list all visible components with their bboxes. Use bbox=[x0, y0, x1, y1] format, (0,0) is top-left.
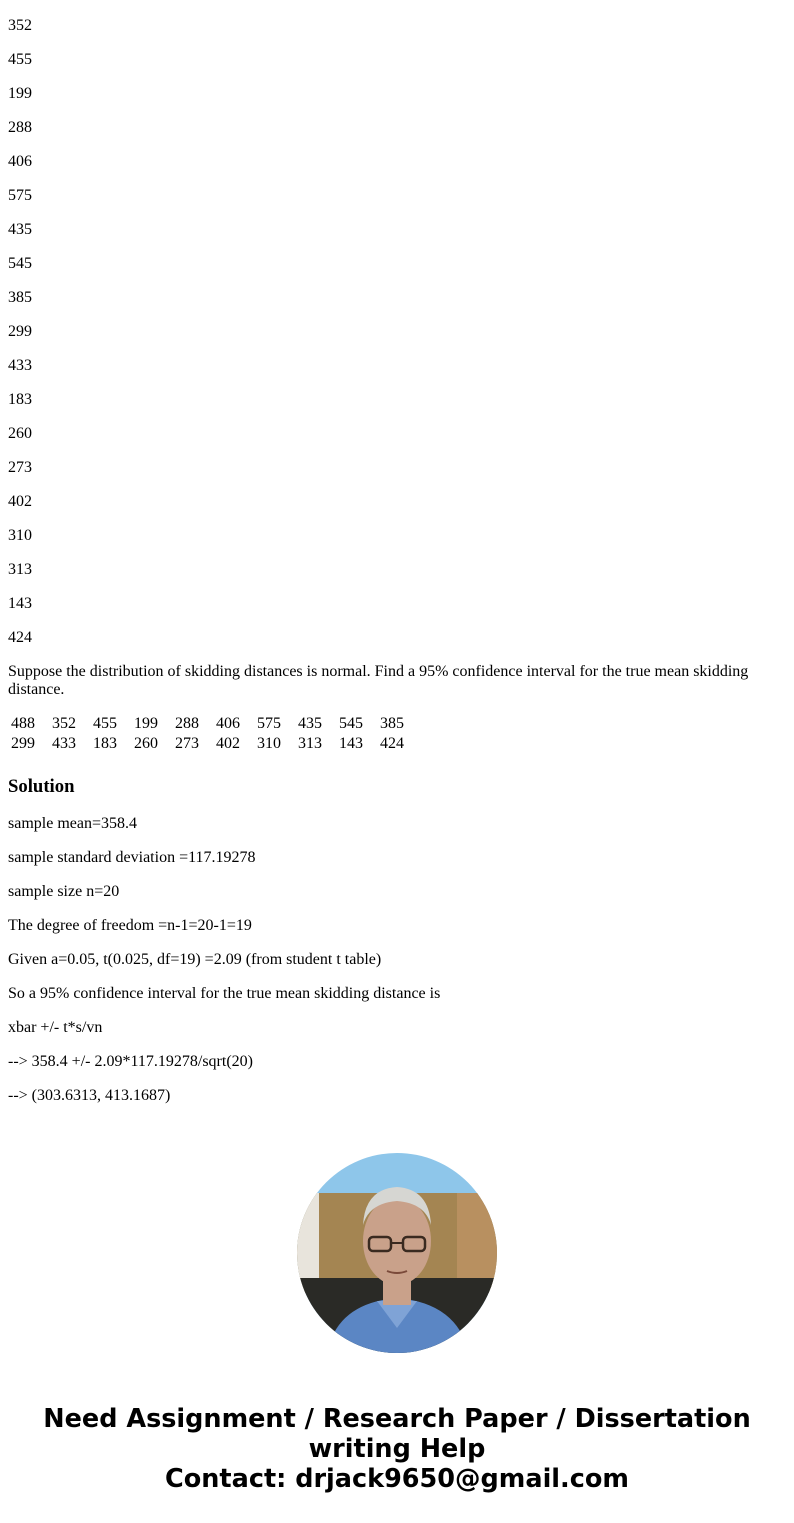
table-cell: 406 bbox=[216, 715, 240, 732]
value-item: 352 bbox=[8, 17, 32, 34]
table-cell: 260 bbox=[134, 735, 158, 752]
solution-line: sample mean=358.4 bbox=[8, 815, 137, 832]
table-cell: 435 bbox=[298, 715, 322, 732]
table-cell: 310 bbox=[257, 735, 281, 752]
value-item: 433 bbox=[8, 357, 32, 374]
value-item: 406 bbox=[8, 153, 32, 170]
value-item: 273 bbox=[8, 459, 32, 476]
tutor-photo bbox=[297, 1153, 497, 1353]
table-row bbox=[10, 735, 418, 753]
solution-body bbox=[8, 815, 786, 1105]
banner-contact: Contact: drjack9650@gmail.com bbox=[165, 1464, 629, 1494]
value-item: 385 bbox=[8, 289, 32, 306]
value-item: 143 bbox=[8, 595, 32, 612]
value-item: 455 bbox=[8, 51, 32, 68]
banner-line: writing Help bbox=[308, 1434, 486, 1464]
table-cell: 488 bbox=[11, 715, 35, 732]
table-cell: 402 bbox=[216, 735, 240, 752]
table-cell: 288 bbox=[175, 715, 199, 732]
contact-banner bbox=[0, 1404, 794, 1494]
solution-line: --> (303.6313, 413.1687) bbox=[8, 1087, 171, 1104]
table-cell: 313 bbox=[298, 735, 322, 752]
table-cell: 143 bbox=[339, 735, 363, 752]
solution-heading: Solution bbox=[8, 776, 75, 797]
value-item: 575 bbox=[8, 187, 32, 204]
table-row bbox=[10, 715, 418, 733]
question-text: Suppose the distribution of skidding distances is normal. Find a 95% confidence interval for the true mean skidding distance. bbox=[8, 663, 749, 698]
value-item: 402 bbox=[8, 493, 32, 510]
table-cell: 433 bbox=[52, 735, 76, 752]
solution-line: xbar +/- t*s/vn bbox=[8, 1019, 103, 1036]
table-cell: 273 bbox=[175, 735, 199, 752]
value-item: 183 bbox=[8, 391, 32, 408]
table-cell: 352 bbox=[52, 715, 76, 732]
value-item: 310 bbox=[8, 527, 32, 544]
values-list bbox=[8, 0, 786, 647]
table-cell: 199 bbox=[134, 715, 158, 732]
table-cell: 385 bbox=[380, 715, 404, 732]
solution-line: sample standard deviation =117.19278 bbox=[8, 849, 256, 866]
value-item: 299 bbox=[8, 323, 32, 340]
solution-line: sample size n=20 bbox=[8, 883, 120, 900]
value-item: 545 bbox=[8, 255, 32, 272]
value-item: 260 bbox=[8, 425, 32, 442]
avatar bbox=[297, 1153, 497, 1353]
table-cell: 183 bbox=[93, 735, 117, 752]
banner-line: Need Assignment / Research Paper / Dissertation bbox=[43, 1404, 751, 1434]
table-cell: 299 bbox=[11, 735, 35, 752]
solution-line: So a 95% confidence interval for the true mean skidding distance is bbox=[8, 985, 441, 1002]
value-item: 313 bbox=[8, 561, 32, 578]
value-item: 199 bbox=[8, 85, 32, 102]
solution-line: Given a=0.05, t(0.025, df=19) =2.09 (from student t table) bbox=[8, 951, 382, 968]
table-cell: 545 bbox=[339, 715, 363, 732]
value-item: 288 bbox=[8, 119, 32, 136]
solution-line: --> 358.4 +/- 2.09*117.19278/sqrt(20) bbox=[8, 1053, 253, 1070]
table-cell: 575 bbox=[257, 715, 281, 732]
table-cell: 455 bbox=[93, 715, 117, 732]
table-cell: 424 bbox=[380, 735, 404, 752]
solution-line: The degree of freedom =n-1=20-1=19 bbox=[8, 917, 252, 934]
data-table bbox=[8, 713, 420, 755]
value-item: 435 bbox=[8, 221, 32, 238]
value-item: 424 bbox=[8, 629, 32, 646]
